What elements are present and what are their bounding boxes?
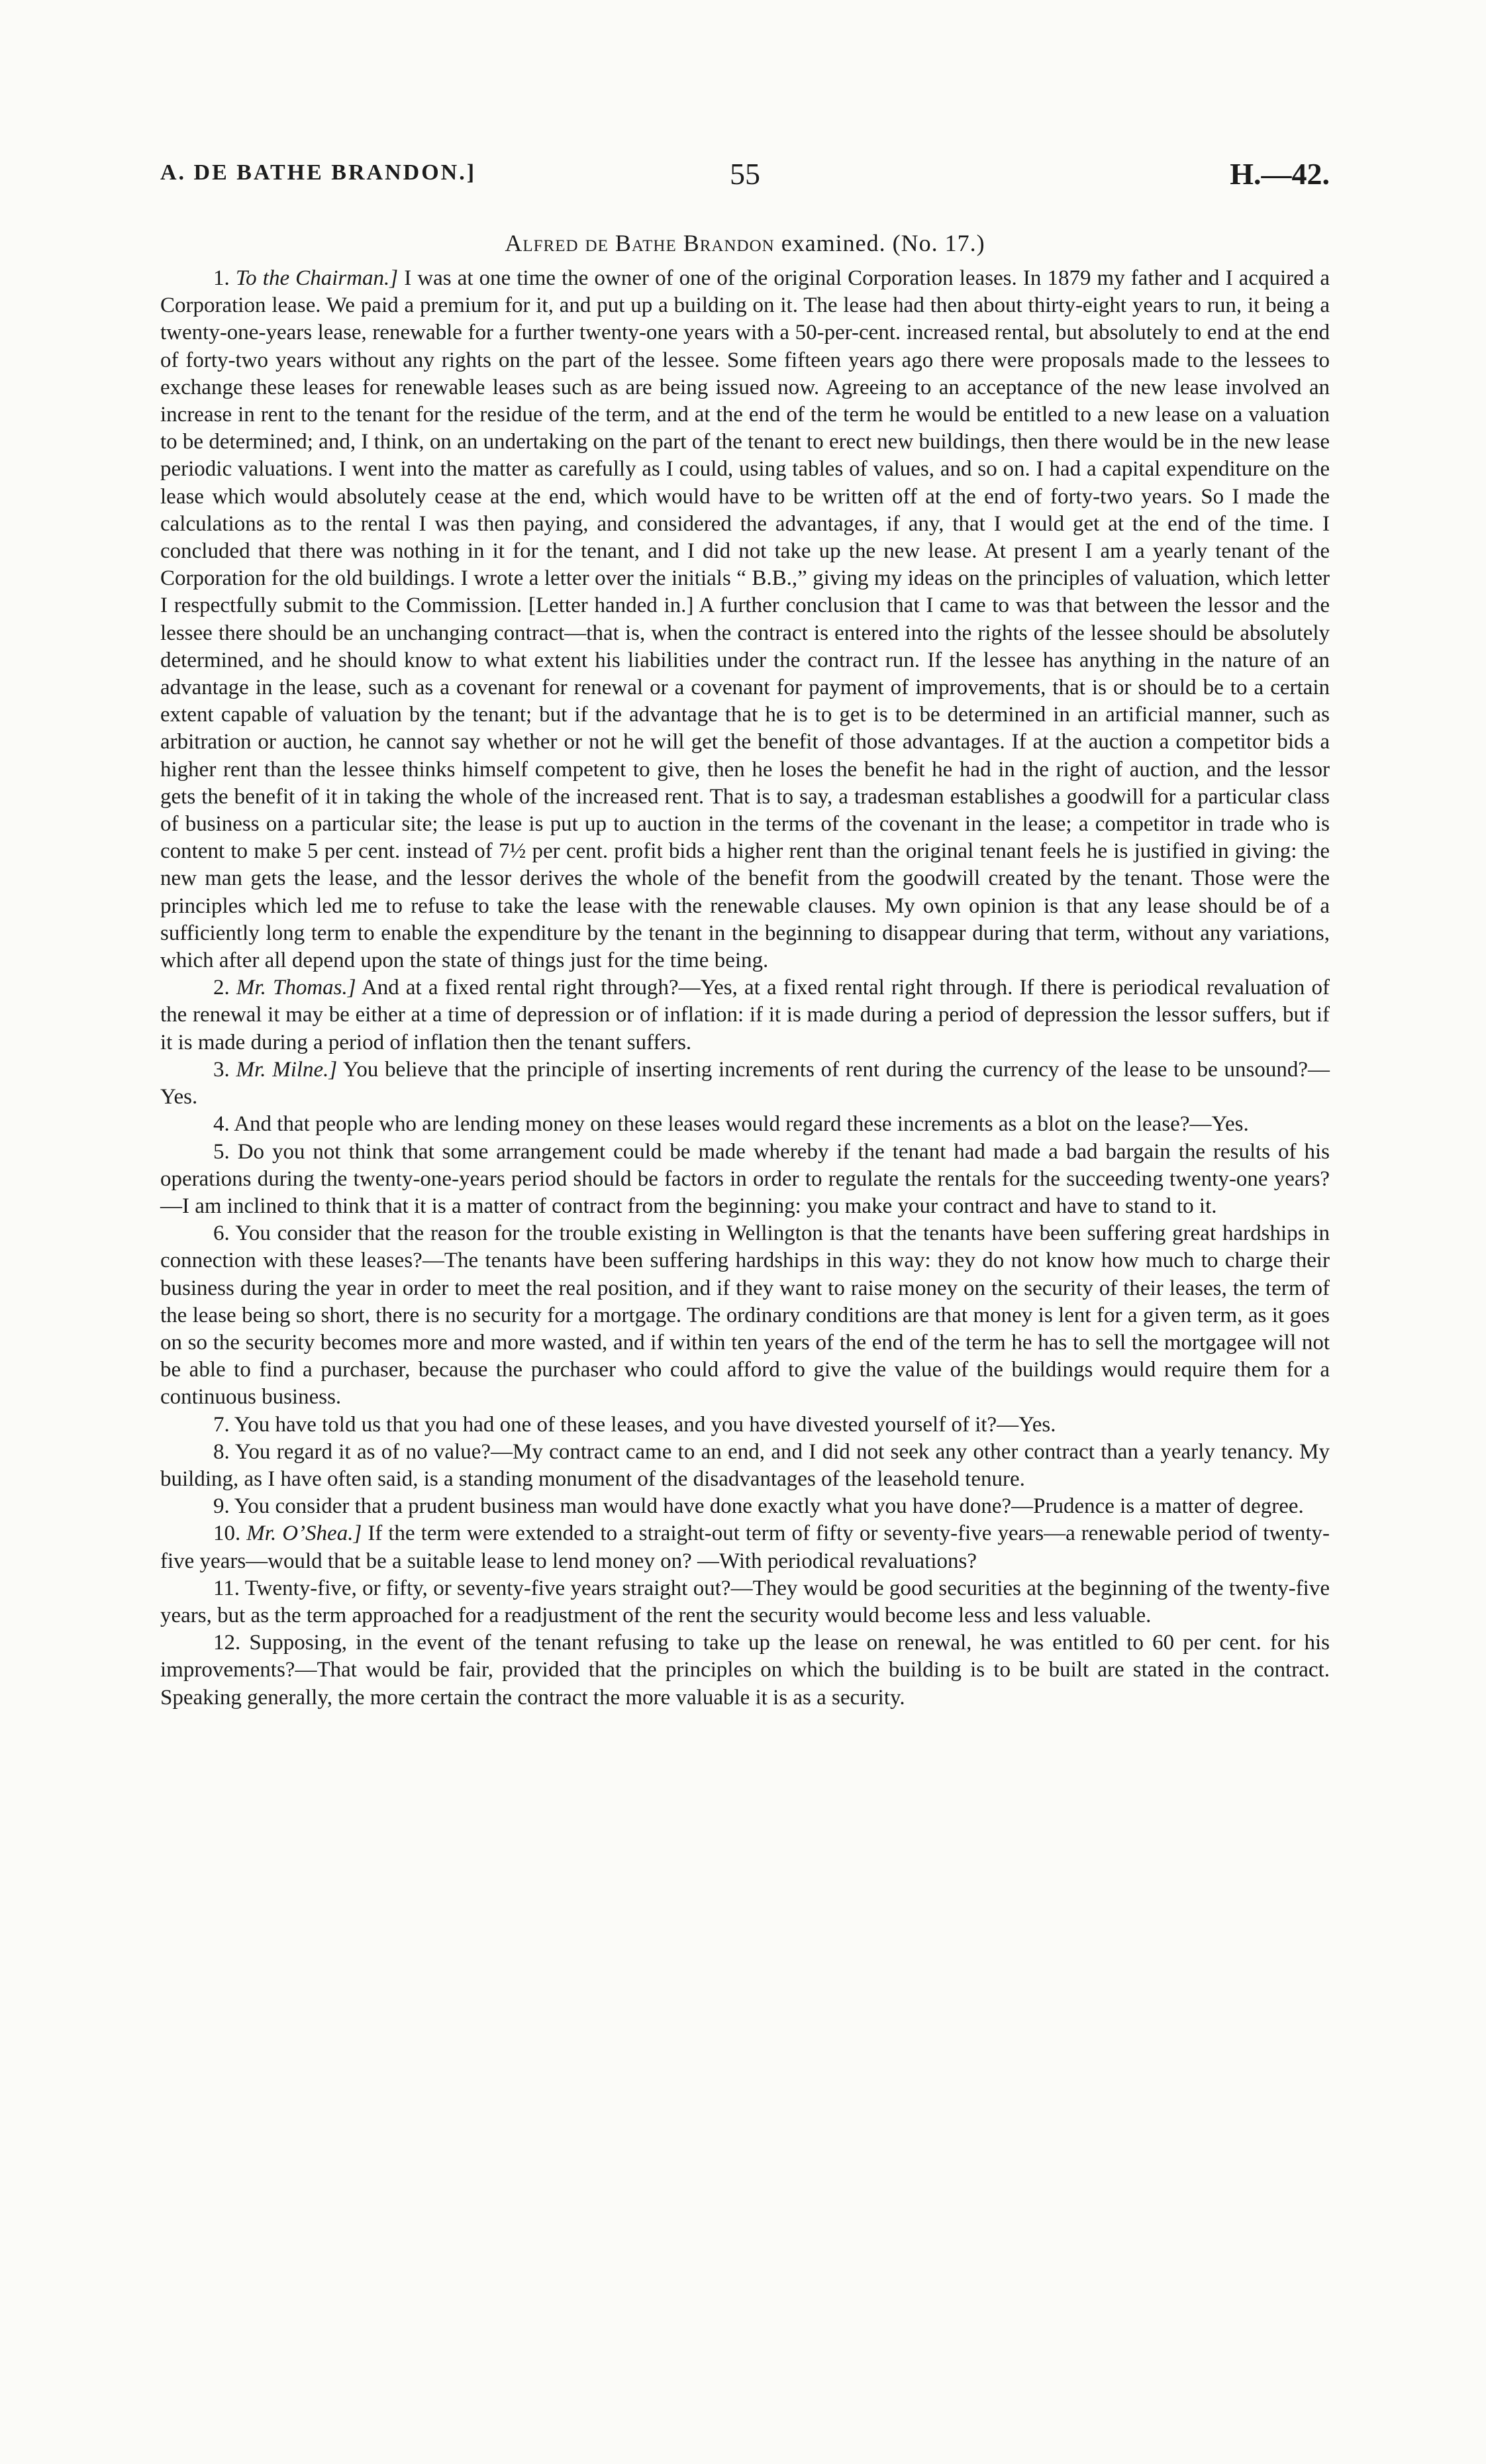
testimony-paragraph: [160, 1056, 1330, 1111]
question-number: 7.: [213, 1412, 230, 1437]
testimony-paragraph: [160, 974, 1330, 1056]
question-number: 3.: [213, 1057, 230, 1082]
paragraph-text: Supposing, in the event of the tenant refusing to take up the lease on renewal, he was entitled to 60 per cent. for his improvements?—That would be fair, provided that the principles on which the building is to be built are stated in the contract. Speaking generally, the more certain the contract the more valuable it is as a security.: [160, 1631, 1330, 1710]
witness-title: [160, 229, 1330, 257]
paragraph-text: You consider that the reason for the trouble existing in Wellington is that the tenants have been suffering great hardships in connection with these leases?—The tenants have been suffering hardships in this way: they do not know how much to charge their business during the year in order to meet the real position, and if they want to raise money on the security of their leases, the term of the lease being so short, there is no security for a mortgage. The ordinary conditions are that money is lent for a given term, as it goes on so the security becomes more and more wasted, and if within ten years of the end of the term he has to sell the mortgagee will not be able to find a purchaser, because the purchaser who could afford to give the value of the buildings would require them for a continuous business.: [160, 1221, 1330, 1410]
question-number: 9.: [213, 1494, 230, 1519]
question-number: 4.: [213, 1112, 230, 1137]
paragraph-text: Do you not think that some arrangement could be made whereby if the tenant had made a bad bargain the results of his operations during the twenty-one-years period should be factors in order to regulate the rentals for the succeeding twenty-one years?—I am inclined to think that it is a matter of contract from the beginning: you make your contract and have to stand to it.: [160, 1139, 1330, 1218]
testimony-body: [160, 265, 1330, 1712]
speaker: To the Chairman.]: [235, 266, 399, 290]
header-witness-name: A. DE BATHE BRANDON.]: [160, 160, 477, 185]
paragraph-text: And that people who are lending money on these leases would regard these increments as a blot on the lease?—Yes.: [234, 1112, 1249, 1137]
paragraph-text: You consider that a prudent business man would have done exactly what you have done?—Prudence is a matter of degree.: [234, 1494, 1304, 1519]
paragraph-text: And at a fixed rental right through?—Yes, at a fixed rental right through. If there is periodical revaluation of the renewal it may be either at a time of depression or of inflation: if it is made during a period of depression the lessor suffers, but if it is made during a period of inflation then the tenant suffers.: [160, 976, 1330, 1054]
page-number: 55: [730, 157, 760, 191]
testimony-paragraph: [160, 1412, 1330, 1439]
testimony-paragraph: [160, 1493, 1330, 1520]
question-number: 12.: [213, 1631, 241, 1655]
testimony-paragraph: [160, 1520, 1330, 1574]
testimony-paragraph: [160, 1220, 1330, 1411]
question-number: 1.: [213, 266, 230, 290]
page-header: [160, 156, 1330, 203]
paragraph-text: If the term were extended to a straight-out term of fifty or seventy-five years—a renewable period of twenty-five years—would that be a suitable lease to lend money on? —With periodical revaluations?: [160, 1521, 1330, 1573]
witness-name: Alfred de Bathe Brandon: [505, 230, 775, 256]
testimony-paragraph: [160, 1439, 1330, 1493]
question-number: 2.: [213, 976, 230, 1000]
document-reference: H.—42.: [1230, 157, 1330, 191]
question-number: 8.: [213, 1439, 230, 1464]
testimony-paragraph: [160, 1575, 1330, 1629]
paragraph-text: You believe that the principle of inserting increments of rent during the currency of the lease to be unsound?—Yes.: [160, 1057, 1330, 1109]
question-number: 11.: [213, 1576, 240, 1600]
paragraph-text: You have told us that you had one of these leases, and you have divested yourself of it?—Yes.: [234, 1412, 1056, 1437]
title-rest: examined. (No. 17.): [774, 230, 985, 256]
testimony-paragraph: [160, 1629, 1330, 1712]
testimony-paragraph: [160, 1139, 1330, 1221]
question-number: 5.: [213, 1139, 230, 1164]
question-number: 10.: [213, 1521, 241, 1546]
testimony-paragraph: [160, 1111, 1330, 1138]
testimony-paragraph: [160, 265, 1330, 974]
speaker: Mr. O’Shea.]: [246, 1521, 362, 1546]
speaker: Mr. Milne.]: [236, 1057, 338, 1082]
question-number: 6.: [213, 1221, 230, 1246]
paragraph-text: Twenty-five, or fifty, or seventy-five years straight out?—They would be good securities at the beginning of the twenty-five years, but as the term approached for a readjustment of the rent the security would become less and less valuable.: [160, 1576, 1330, 1627]
speaker: Mr. Thomas.]: [236, 976, 356, 1000]
paragraph-text: You regard it as of no value?—My contract came to an end, and I did not seek any other contract than a yearly tenancy. My building, as I have often said, is a standing monument of the disadvantages of the leasehold tenure.: [160, 1439, 1330, 1491]
paragraph-text: I was at one time the owner of one of the original Corporation leases. In 1879 my father and I acquired a Corporation lease. We paid a premium for it, and put up a building on it. The lease had then about thirty-eight years to run, it being a twenty-one-years lease, renewable for a further twenty-one years with a 50-per-cent. increased rental, but absolutely to end at the end of forty-two years without any rights on the part of the lessee. Some fifteen years ago there were proposals made to the lessees to exchange these leases for renewable leases such as are being issued now. Agreeing to an acceptance of the new lease involved an increase in rent to the tenant for the residue of the term, and at the end of the term he would be entitled to a new lease on a valuation to be determined; and, I think, on an undertaking on the part of the tenant to erect new buildings, then there would be in the new lease periodic valuations. I went into the matter as carefully as I could, using tables of values, and so on. I had a capital expenditure on the lease which would absolutely cease at the end, which would have to be written off at the end of forty-two years. So I made the calculations as to the rental I was then paying, and considered the advantages, if any, that I would get at the end of the time. I concluded that there was nothing in it for the tenant, and I did not take up the new lease. At present I am a yearly tenant of the Corporation for the old buildings. I wrote a letter over the initials “ B.B.,” giving my ideas on the principles of valuation, which letter I respectfully submit to the Commission. [Letter handed in.] A further conclusion that I came to was that between the lessor and the lessee there should be an unchanging contract—that is, when the contract is entered into the rights of the lessee should be absolutely determined, and he should know to what extent his liabilities under the contract run. If the lessee has anything in the nature of an advantage in the lease, such as a covenant for renewal or a covenant for payment of improvements, that is or should be to a certain extent capable of valuation by the tenant; but if the advantage that he is to get is to be determined in an artificial manner, such as arbitration or auction, he cannot say whether or not he will get the benefit of those advantages. If at the auction a competitor bids a higher rent than the lessee thinks himself competent to give, then he loses the benefit he had in the right of auction, and the lessor gets the benefit of it in taking the whole of the increased rent. That is to say, a tradesman establishes a goodwill for a particular class of business on a particular site; the lease is put up to auction in the terms of the covenant in the lease; a competitor in trade who is content to make 5 per cent. instead of 7½ per cent. profit bids a higher rent than the original tenant feels he is justified in giving: the new man gets the lease, and the lessor derives the whole of the benefit from the goodwill created by the tenant. Those were the principles which led me to refuse to take the lease with the renewable clauses. My own opinion is that any lease should be of a sufficiently long term to enable the expenditure by the tenant in the beginning to disappear during that term, without any variations, which after all depend upon the state of things just for the time being.: [160, 266, 1330, 973]
